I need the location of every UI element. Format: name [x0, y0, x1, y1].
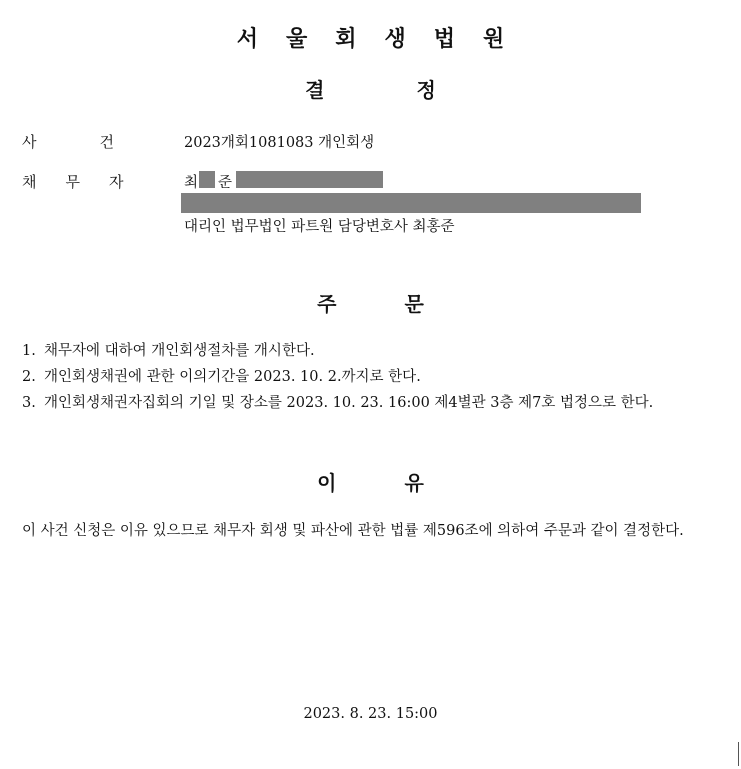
reason-heading: 이유	[317, 471, 492, 495]
reason-text: 이 사건 신청은 이유 있으므로 채무자 회생 및 파산에 관한 법률 제596조에 의하여 주문과 같이 결정한다.	[22, 523, 684, 539]
redacted-debtor-info	[236, 171, 383, 188]
order-item-text: 개인회생채권에 관한 이의기간을 2023. 10. 2.까지로 한다.	[44, 369, 421, 385]
order-item	[22, 338, 702, 364]
court-name: 서울회생법원	[236, 27, 533, 52]
redacted-name-char	[199, 171, 215, 188]
document-title: 결정	[305, 78, 528, 102]
order-heading: 주문	[317, 292, 492, 316]
order-list	[22, 338, 702, 416]
debtor-name-last: 준	[218, 175, 233, 191]
debtor-label: 채무자	[22, 173, 153, 191]
debtor-name-first: 최	[184, 175, 199, 191]
order-item-text: 개인회생채권자집회의 기일 및 장소를 2023. 10. 23. 16:00 제4별관 3층 제7호 법정으로 한다.	[44, 395, 654, 411]
order-item-number: 2.	[22, 369, 36, 385]
case-label: 사건	[22, 133, 177, 151]
decision-date: 2023. 8. 23. 15:00	[303, 706, 438, 722]
page-edge-marker	[738, 742, 739, 766]
redacted-debtor-address	[181, 193, 641, 213]
order-item-number: 1.	[22, 343, 36, 359]
order-item-text: 채무자에 대하여 개인회생절차를 개시한다.	[44, 343, 315, 359]
order-item	[22, 364, 702, 390]
order-item-number: 3.	[22, 395, 36, 411]
order-item	[22, 390, 702, 416]
debtor-agent: 대리인 법무법인 파트원 담당변호사 최홍준	[184, 219, 455, 235]
case-number: 2023개회1081083 개인회생	[184, 135, 375, 151]
